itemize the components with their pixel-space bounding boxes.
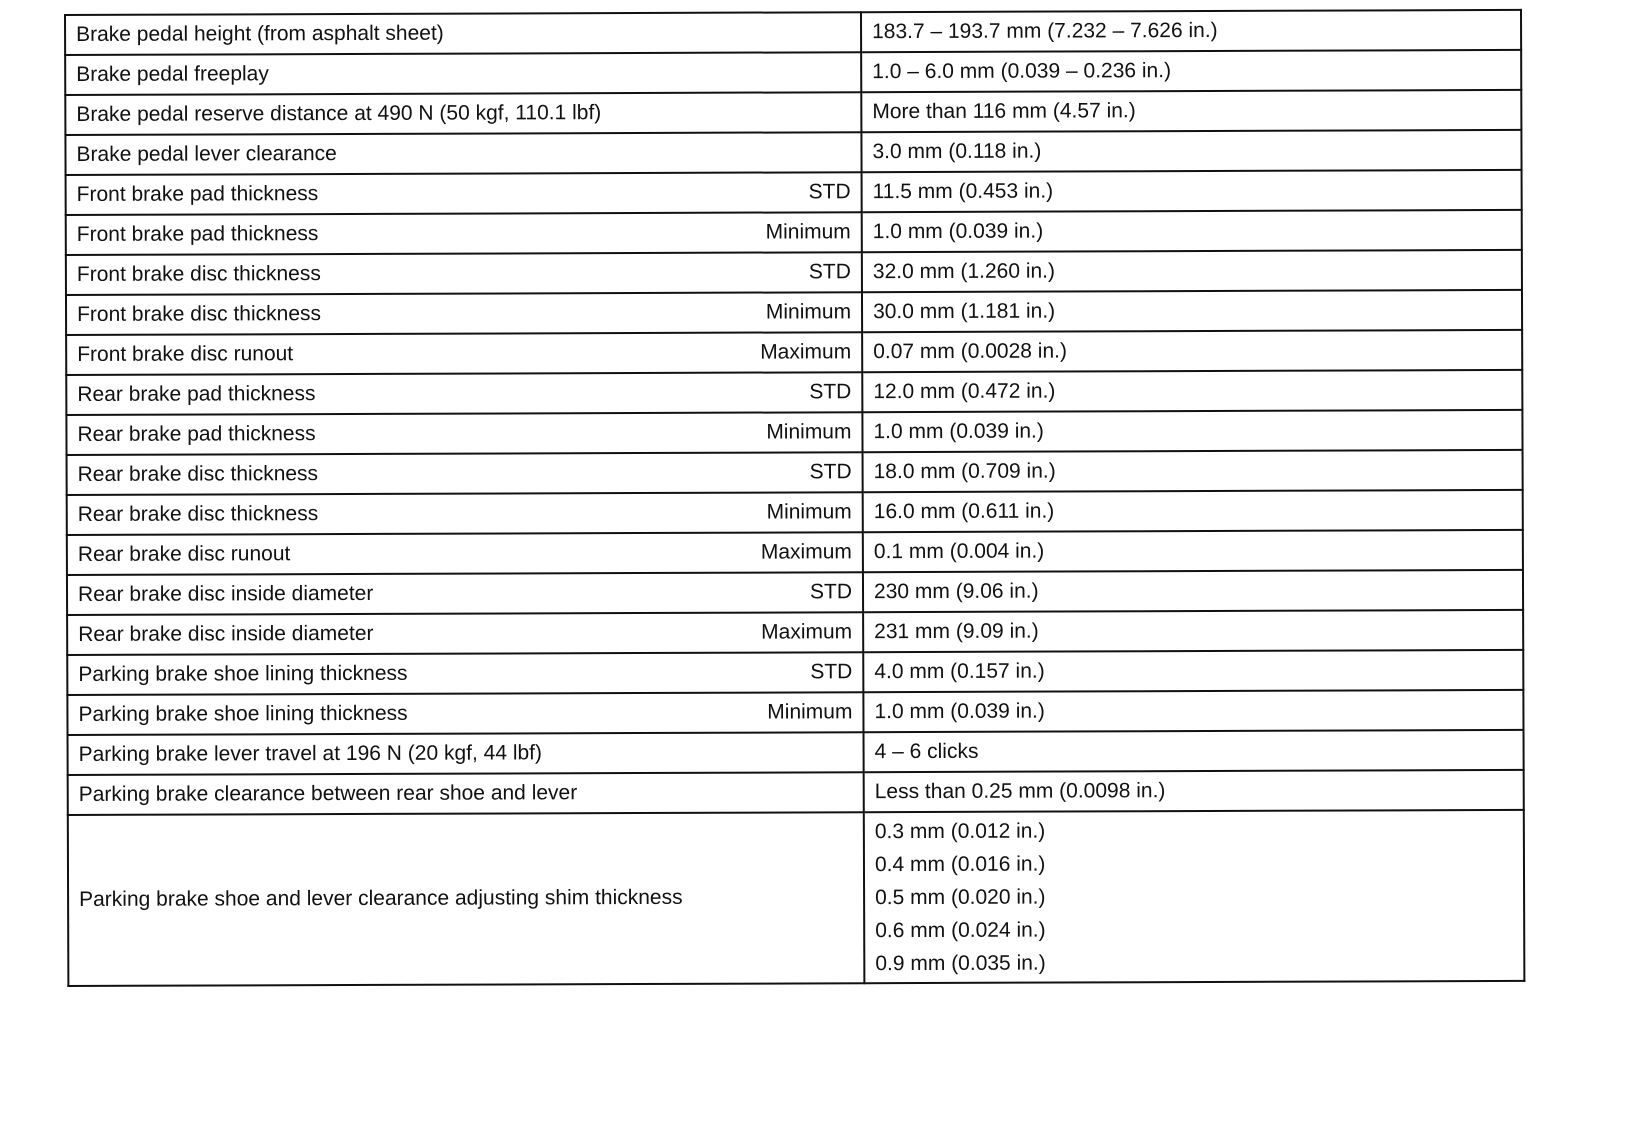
spec-item-label: Rear brake pad thickness [77, 382, 316, 406]
spec-item-label: Front brake disc runout [77, 342, 294, 366]
spec-value: 30.0 mm (1.181 in.) [862, 290, 1522, 332]
spec-item-cell [67, 532, 863, 575]
shim-value: 0.6 mm (0.024 in.) [875, 918, 1046, 943]
spec-item-cell [66, 252, 862, 295]
spec-value: 183.7 – 193.7 mm (7.232 – 7.626 in.) [861, 10, 1521, 52]
spec-item-label: Front brake disc thickness [77, 302, 322, 326]
spec-row [66, 210, 1522, 255]
spec-item-label: Brake pedal lever clearance [76, 141, 337, 166]
spec-row [68, 730, 1524, 775]
spec-row [67, 610, 1523, 655]
spec-item-cell [65, 52, 861, 95]
spec-qualifier: Minimum [766, 500, 852, 524]
spec-item-label: Rear brake disc runout [77, 542, 291, 566]
spec-row [65, 50, 1521, 95]
spec-item-cell [65, 12, 861, 55]
spec-item-cell [66, 212, 862, 255]
spec-row [66, 370, 1522, 415]
spec-value: Less than 0.25 mm (0.0098 in.) [864, 770, 1524, 812]
shim-value: 0.4 mm (0.016 in.) [874, 852, 1046, 877]
spec-item-label: Front brake disc thickness [76, 262, 321, 286]
spec-item-label: Front brake pad thickness [76, 182, 319, 206]
spec-row [65, 130, 1521, 175]
spec-value: 32.0 mm (1.260 in.) [862, 250, 1522, 292]
spec-item-label: Rear brake disc thickness [77, 462, 319, 486]
spec-qualifier: STD [808, 180, 851, 204]
spec-row [67, 530, 1523, 575]
spec-item-label: Parking brake shoe lining thickness [78, 701, 408, 726]
spec-item-cell [67, 612, 863, 655]
spec-value: 4.0 mm (0.157 in.) [863, 650, 1523, 692]
spec-item-label: Front brake pad thickness [76, 222, 319, 246]
spec-item-cell [65, 132, 861, 175]
spec-value: 1.0 mm (0.039 in.) [862, 210, 1522, 252]
spec-row [67, 490, 1523, 535]
spec-row [67, 450, 1523, 495]
spec-item-cell [66, 332, 862, 375]
spec-value: 3.0 mm (0.118 in.) [861, 130, 1521, 172]
spec-row [66, 410, 1522, 455]
spec-item-cell [66, 292, 862, 335]
spec-qualifier: Maximum [760, 540, 852, 564]
spec-qualifier: Minimum [767, 700, 853, 724]
spec-item-label: Brake pedal reserve distance at 490 N (50 kgf, 110.1 lbf) [76, 101, 602, 126]
spec-item-cell [66, 172, 862, 215]
spec-value: 16.0 mm (0.611 in.) [863, 490, 1523, 532]
spec-qualifier: STD [808, 260, 851, 284]
spec-qualifier: STD [810, 660, 853, 684]
spec-item-label: Rear brake disc inside diameter [78, 621, 374, 646]
spec-qualifier: Maximum [761, 620, 853, 644]
spec-item-cell [68, 772, 864, 815]
spec-row [68, 770, 1524, 815]
spec-qualifier: Minimum [765, 300, 852, 324]
spec-row [67, 650, 1523, 695]
shim-item-label: Parking brake shoe and lever clearance adjusting shim thickness [68, 812, 865, 986]
spec-value: 1.0 – 6.0 mm (0.039 – 0.236 in.) [861, 50, 1521, 92]
spec-item-label: Parking brake clearance between rear shoe and lever [78, 781, 578, 806]
spec-value: 0.1 mm (0.004 in.) [863, 530, 1523, 572]
spec-row [67, 570, 1523, 615]
spec-value: 0.07 mm (0.0028 in.) [862, 330, 1522, 372]
spec-value: 1.0 mm (0.039 in.) [863, 690, 1523, 732]
spec-item-label: Rear brake disc inside diameter [77, 581, 374, 606]
spec-value: 12.0 mm (0.472 in.) [862, 370, 1522, 412]
spec-qualifier: STD [809, 460, 852, 484]
spec-item-label: Rear brake disc thickness [77, 502, 319, 526]
spec-table-body [65, 10, 1524, 986]
spec-item-cell [67, 572, 863, 615]
spec-item-label: Rear brake pad thickness [77, 422, 316, 446]
spec-qualifier: STD [809, 580, 853, 604]
spec-value: 18.0 mm (0.709 in.) [863, 450, 1523, 492]
spec-item-cell [66, 412, 862, 455]
spec-item-cell [67, 652, 863, 695]
spec-item-label: Parking brake lever travel at 196 N (20 kgf, 44 lbf) [78, 741, 543, 766]
spec-value: More than 116 mm (4.57 in.) [861, 90, 1521, 132]
spec-row [67, 690, 1523, 735]
shim-value: 0.9 mm (0.035 in.) [875, 951, 1046, 976]
spec-item-cell [68, 732, 864, 775]
spec-row [66, 250, 1522, 295]
spec-item-cell [67, 452, 863, 495]
spec-qualifier: Maximum [760, 340, 852, 364]
spec-item-cell [67, 492, 863, 535]
spec-qualifier: Minimum [765, 220, 851, 244]
spec-item-label: Brake pedal freeplay [76, 62, 269, 86]
spec-value: 1.0 mm (0.039 in.) [862, 410, 1522, 452]
spec-row [66, 170, 1522, 215]
spec-row [65, 90, 1521, 135]
spec-qualifier: Minimum [766, 420, 852, 444]
shim-thickness-row [68, 810, 1525, 986]
spec-item-cell [67, 692, 863, 735]
brake-specifications-table [64, 9, 1525, 987]
spec-value: 230 mm (9.06 in.) [863, 570, 1523, 612]
spec-value: 4 – 6 clicks [864, 730, 1524, 772]
spec-item-cell [66, 372, 862, 415]
spec-row [66, 330, 1522, 375]
spec-item-label: Brake pedal height (from asphalt sheet) [76, 21, 444, 46]
spec-row [66, 290, 1522, 335]
spec-item-label: Parking brake shoe lining thickness [78, 661, 408, 686]
spec-value: 231 mm (9.09 in.) [863, 610, 1523, 652]
spec-row [65, 10, 1521, 55]
spec-qualifier: STD [809, 380, 852, 404]
shim-value: 0.5 mm (0.020 in.) [875, 885, 1046, 910]
shim-values-cell [864, 810, 1525, 983]
shim-value: 0.3 mm (0.012 in.) [874, 819, 1046, 844]
spec-item-cell [65, 92, 861, 135]
spec-value: 11.5 mm (0.453 in.) [862, 170, 1522, 212]
